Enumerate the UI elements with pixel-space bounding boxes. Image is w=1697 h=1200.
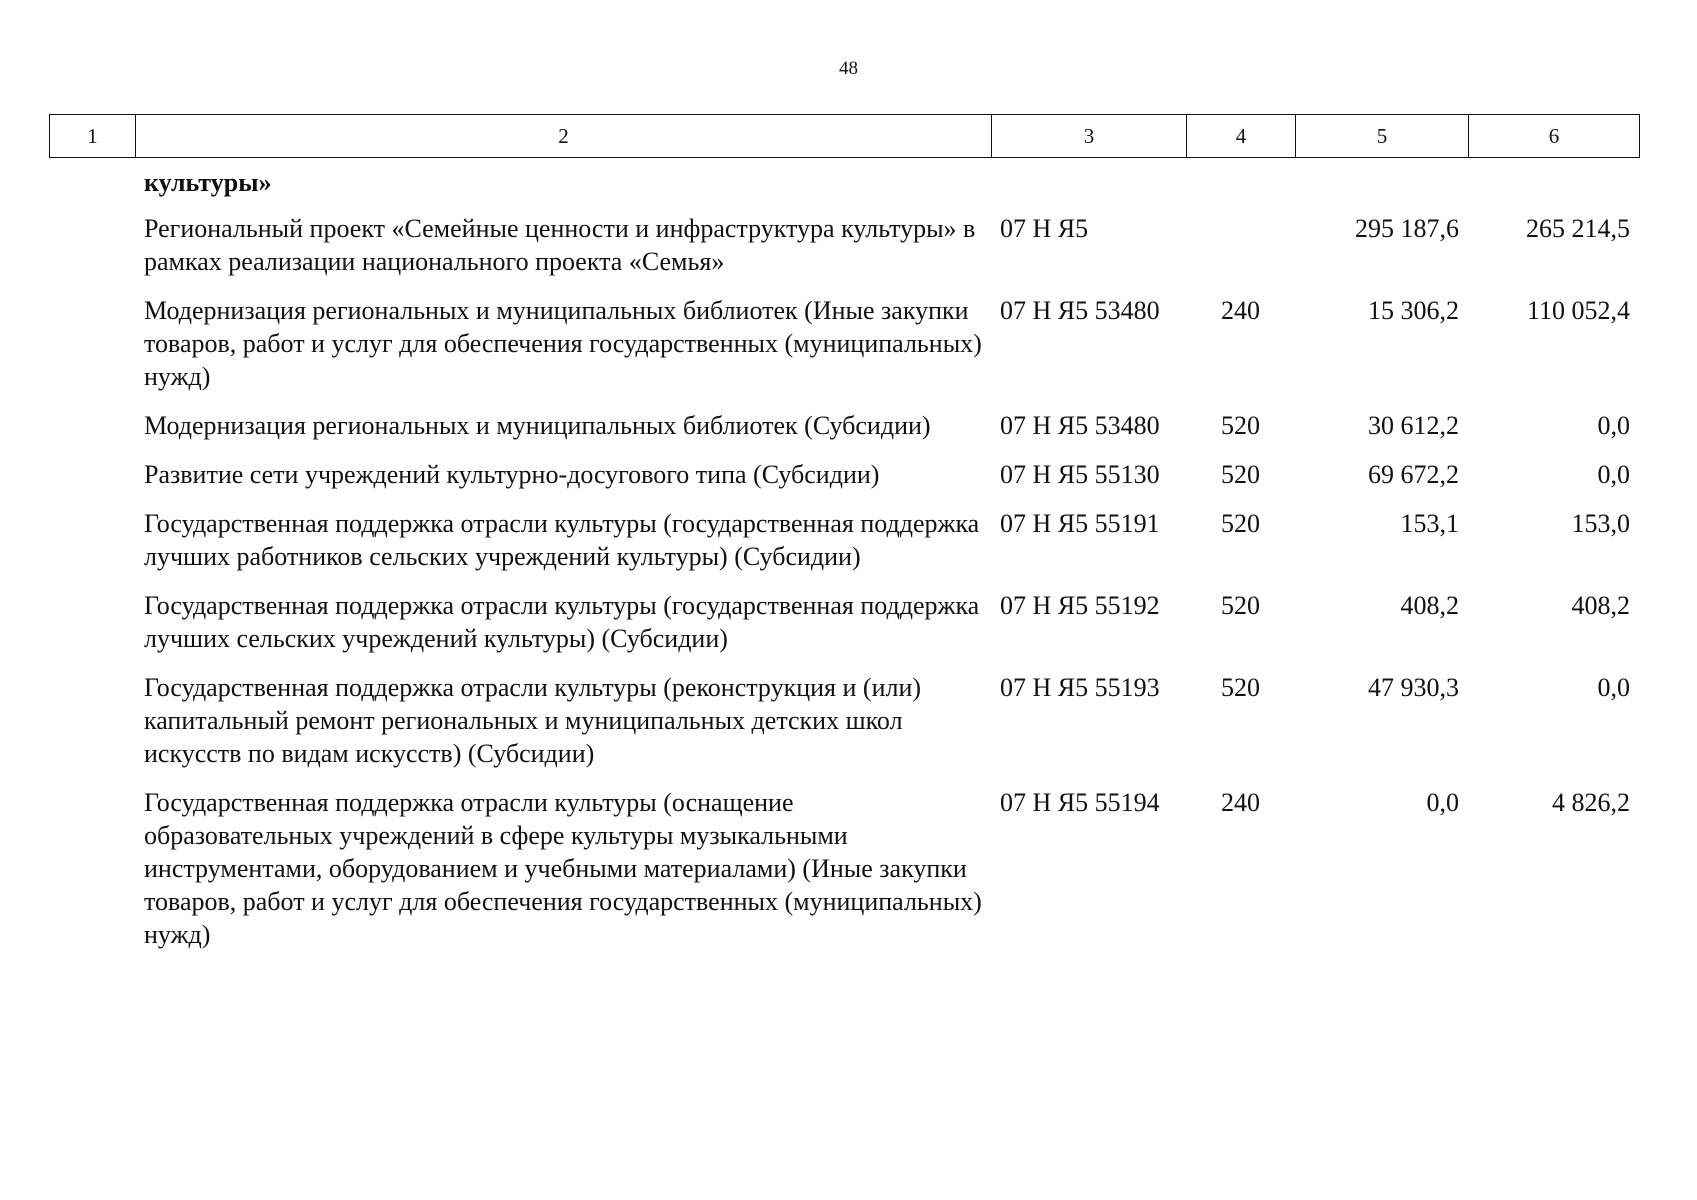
row-value-col5: 408,2 — [1400, 591, 1459, 620]
section-heading: культуры» — [144, 168, 272, 197]
row-value-col6: 4 826,2 — [1552, 788, 1630, 817]
table-row — [49, 409, 1639, 458]
row-name: Государственная поддержка отрасли культуры (государственная поддержка лучших сельских учреждений культуры) (Субсидии) — [144, 591, 980, 653]
row-value-col5: 47 930,3 — [1368, 673, 1459, 702]
row-name: Государственная поддержка отрасли культуры (реконструкция и (или) капитальный ремонт региональных и муниципальных детских школ искусств по видам искусств) (Субсидии) — [144, 673, 922, 768]
row-name: Государственная поддержка отрасли культуры (оснащение образовательных учреждений в сфере культуры музыкальными инструментами, оборудованием и учебными материалами) (Иные закупки товаров, работ и услуг для обеспечения государственных (муниципальных) нужд) — [144, 788, 982, 949]
row-value-col6: 153,0 — [1571, 509, 1630, 538]
row-code: 07 Н Я5 55191 — [1000, 509, 1160, 538]
row-name: Модернизация региональных и муниципальных библиотек (Субсидии) — [144, 411, 931, 440]
row-value-col5: 153,1 — [1400, 509, 1459, 538]
header-col-6: 6 — [1469, 115, 1640, 158]
row-value-col5: 295 187,6 — [1355, 214, 1459, 243]
table-row — [49, 507, 1639, 589]
row-expense-type — [1186, 212, 1295, 294]
header-col-1: 1 — [50, 115, 136, 158]
row-value-col6: 265 214,5 — [1526, 214, 1630, 243]
row-value-col5: 0,0 — [1426, 788, 1459, 817]
row-code: 07 Н Я5 53480 — [1000, 296, 1160, 325]
header-row — [50, 115, 1640, 158]
row-code: 07 Н Я5 55192 — [1000, 591, 1160, 620]
row-expense-type: 520 — [1221, 460, 1260, 489]
row-value-col6: 0,0 — [1597, 460, 1630, 489]
row-expense-type: 520 — [1221, 411, 1260, 440]
row-code: 07 Н Я5 — [1000, 214, 1089, 243]
header-col-3: 3 — [992, 115, 1187, 158]
row-name: Региональный проект «Семейные ценности и инфраструктура культуры» в рамках реализации национального проекта «Семья» — [144, 214, 976, 276]
row-value-col6: 0,0 — [1597, 673, 1630, 702]
header-col-2: 2 — [136, 115, 992, 158]
row-value-col6: 0,0 — [1597, 411, 1630, 440]
header-col-4: 4 — [1187, 115, 1296, 158]
row-expense-type: 240 — [1221, 296, 1260, 325]
row-value-col5: 69 672,2 — [1368, 460, 1459, 489]
table-row — [49, 786, 1639, 967]
table-row — [49, 589, 1639, 671]
row-name: Государственная поддержка отрасли культуры (государственная поддержка лучших работников сельских учреждений культуры) (Субсидии) — [144, 509, 980, 571]
page-number: 48 — [839, 58, 858, 79]
row-code: 07 Н Я5 55194 — [1000, 788, 1160, 817]
row-expense-type: 520 — [1221, 591, 1260, 620]
section-heading-row — [49, 166, 1639, 212]
budget-table — [49, 166, 1639, 967]
row-value-col6: 408,2 — [1571, 591, 1630, 620]
header-col-5: 5 — [1296, 115, 1469, 158]
table-row — [49, 294, 1639, 409]
row-code: 07 Н Я5 55130 — [1000, 460, 1160, 489]
row-value-col5: 15 306,2 — [1368, 296, 1459, 325]
row-name: Модернизация региональных и муниципальных библиотек (Иные закупки товаров, работ и услуг для обеспечения государственных (муниципальных) нужд) — [144, 296, 982, 391]
row-expense-type: 520 — [1221, 509, 1260, 538]
table-row — [49, 671, 1639, 786]
table-row — [49, 458, 1639, 507]
row-name: Развитие сети учреждений культурно-досугового типа (Субсидии) — [144, 460, 880, 489]
row-value-col5: 30 612,2 — [1368, 411, 1459, 440]
column-number-header — [49, 114, 1640, 158]
row-expense-type: 240 — [1221, 788, 1260, 817]
row-value-col6: 110 052,4 — [1526, 296, 1630, 325]
row-code: 07 Н Я5 55193 — [1000, 673, 1160, 702]
row-code: 07 Н Я5 53480 — [1000, 411, 1160, 440]
table-row — [49, 212, 1639, 294]
row-expense-type: 520 — [1221, 673, 1260, 702]
